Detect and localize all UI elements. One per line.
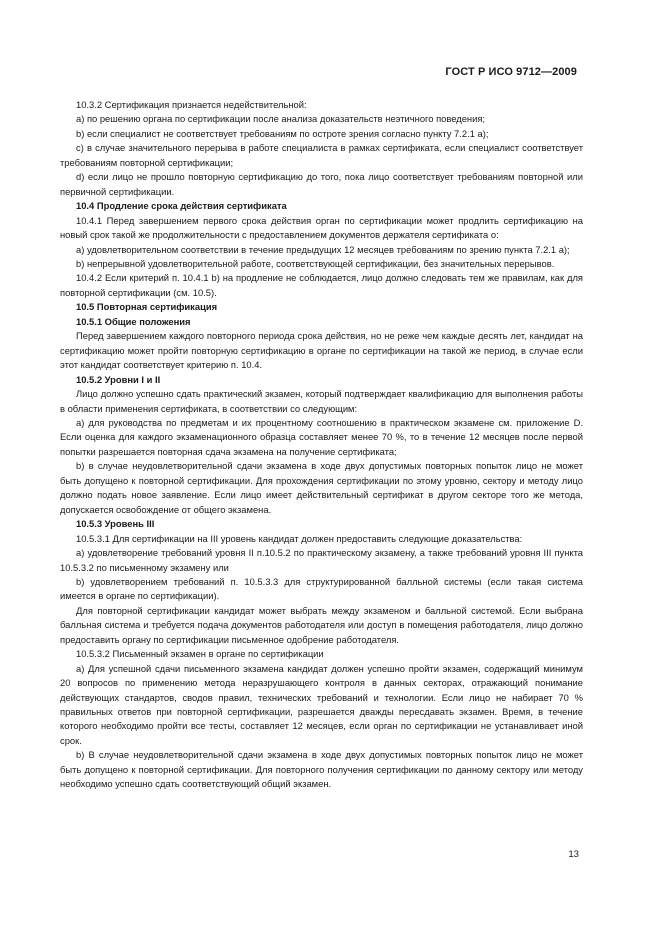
paragraph: 10.5.3.2 Письменный экзамен в органе по сертификации [76, 648, 324, 660]
document-body [60, 98, 583, 792]
section-heading: 10.5.1 Общие положения [76, 315, 191, 327]
paragraph: 10.5.3.1 Для сертификации на III уровень кандидат должен предоставить следующие доказательства: [76, 532, 523, 544]
paragraph: a) по решению органа по сертификации после анализа доказательств неэтичного поведения; [76, 113, 486, 125]
paragraph: 10.4.2 Если критерий п. 10.4.1 b) на продление не соблюдается, лицо должно следовать тем же правилам, как для повторной сертификации (см. 10.5). [60, 272, 583, 298]
paragraph: Перед завершением каждого повторного периода срока действия, но не реже чем каждые десять лет, кандидат на сертификацию может пройти повторную сертификацию в органе по сертификации на такой же период, в случае если этот кандидат соответствует критерию п. 10.4. [60, 330, 583, 371]
page-number: 13 [568, 849, 579, 860]
paragraph: a) для руководства по предметам и их процентному соотношению в практическом экзамене см. приложение D. Если оценка для каждого экзаменационного образца составляет менее 70 %, то в течение 12 месяцев после первой попытки разрешается повторная сдача экзамена на получение сертификата; [60, 416, 583, 457]
paragraph: b) непрерывной удовлетворительной работе, соответствующей сертификации, без значительных перерывов. [76, 257, 555, 269]
paragraph: c) в случае значительного перерыва в работе специалиста в рамках сертификата, если специалист соответствует требованиям повторной сертификации; [60, 142, 583, 168]
section-heading: 10.4 Продление срока действия сертификата [76, 200, 287, 212]
paragraph: 10.3.2 Сертификация признается недействительной: [76, 99, 307, 110]
paragraph: Для повторной сертификации кандидат может выбрать между экзаменом и балльной системой. Если выбрана балльная система и требуется подача документов работодателя или доступ в помещения работодателя, лицо должно предоставить органу по сертификации письменное одобрение работодателя. [60, 604, 583, 645]
section-heading: 10.5.2 Уровни I и II [76, 373, 161, 385]
paragraph: a) Для успешной сдачи письменного экзамена кандидат должен успешно пройти экзамен, содержащий минимум 20 вопросов по применению метода неразрушающего контроля в данных секторах, отражающий понимание действующих стандартов, сводов правил, технических требований и технологии. Если лицо не набирает 70 % правильных ответов при повторной сертификации, разрешается дважды пересдавать экзамен. Время, в течение которого необходимо пройти все тесты, составляет 12 месяцев, если орган по сертификации не устанавливает иной срок. [60, 662, 583, 746]
paragraph: b) в случае неудовлетворительной сдачи экзамена в ходе двух допустимых повторных попыток лицо не может быть допущено к повторной сертификации. Для прохождения сертификации по этому уровню, сектору и методу лицо должно подать новое заявление. Если лицо имеет действительный сертификат в другом секторе того же метода, допускается освобождение от общего экзамена. [60, 460, 583, 515]
section-heading: 10.5.3 Уровень III [76, 518, 155, 530]
paragraph: a) удовлетворение требований уровня II п.10.5.2 по практическому экзамену, а также требований уровня III пункта 10.5.3.2 по письменному экзамену или [60, 547, 583, 573]
paragraph: Лицо должно успешно сдать практический экзамен, который подтверждает квалификацию для выполнения работы в области применения сертификата, в соответствии со следующим: [60, 388, 583, 414]
section-heading: 10.5 Повторная сертификация [76, 301, 218, 313]
paragraph: b) если специалист не соответствует требованиям по остроте зрения согласно пункту 7.2.1 a); [76, 127, 489, 139]
paragraph: b) удовлетворением требований п. 10.5.3.3 для структурированной балльной системы (если такая система имеется в органе по сертификации). [60, 575, 583, 602]
paragraph: a) удовлетворительном соответствии в течение предыдущих 12 месяцев требованиям по зрению пункта 7.2.1 a); [76, 243, 570, 255]
paragraph: d) если лицо не прошло повторную сертификацию до того, пока лицо соответствует требованиям повторной или первичной сертификации. [60, 171, 583, 197]
paragraph: b) В случае неудовлетворительной сдачи экзамена в ходе двух допустимых повторных попыток лицо не может быть допущено к повторной сертификации. Для повторного получения сертификации по данному сектору или методу необходимо успешно сдать соответствующий общий экзамен. [60, 749, 583, 790]
document-id-header: ГОСТ Р ИСО 9712—2009 [445, 66, 577, 78]
paragraph: 10.4.1 Перед завершением первого срока действия орган по сертификации может продлить сертификацию на новый срок такой же продолжительности с предоставлением документов держателя сертификата о: [60, 214, 583, 241]
